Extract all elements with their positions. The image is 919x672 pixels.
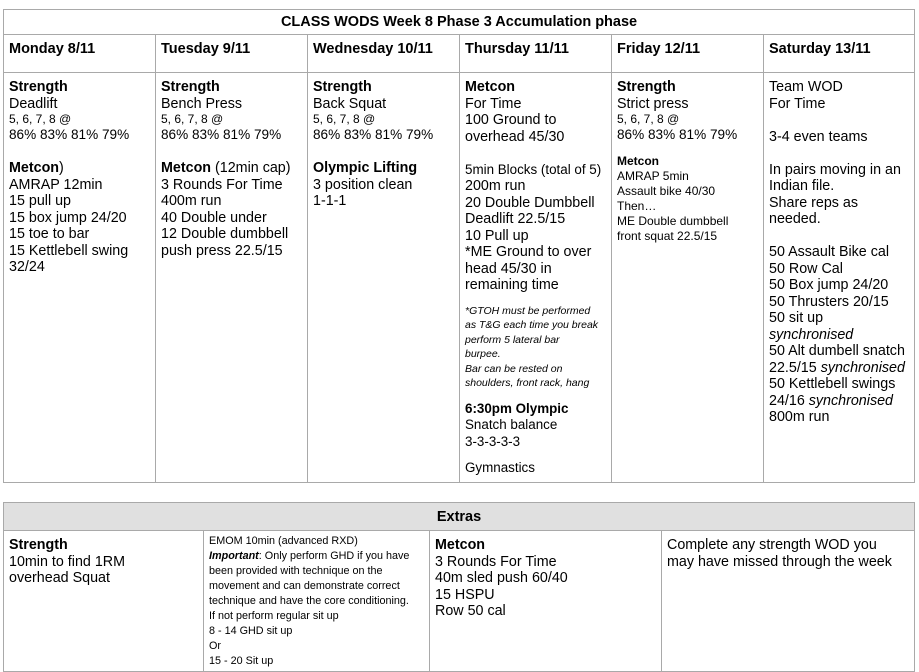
workout-line: head 45/30 in [465, 260, 552, 277]
workout-line: *ME Ground to over [465, 244, 592, 260]
note-line: perform 5 lateral bar [465, 333, 560, 346]
note-line: shoulders, front rack, hang [465, 377, 590, 389]
rep-scheme: 5, 6, 7, 8 @ [617, 112, 680, 126]
metcon-heading: Metcon [465, 79, 516, 95]
workout-line: 5min Blocks (total of 5) [465, 161, 602, 177]
olympic-heading: 6:30pm Olympic [465, 400, 569, 416]
day-header-wednesday: Wednesday 10/11 [308, 35, 460, 73]
workout-line: 12 Double dumbbell [161, 226, 289, 242]
workout-line: 3 Rounds For Time [435, 553, 557, 570]
extras-emom [204, 531, 430, 672]
page-title: CLASS WODS Week 8 Phase 3 Accumulation phase [4, 10, 915, 35]
note-line: 15 - 20 Sit up [209, 655, 274, 667]
workout-line: 50 Assault Bike cal [769, 244, 890, 260]
emom-heading: EMOM 10min (advanced RXD) [209, 535, 358, 547]
monday-workout [4, 73, 156, 483]
workout-line: 50 Row Cal [769, 260, 843, 277]
note-line: may have missed through the week [667, 553, 892, 570]
workout-line: AMRAP 5min [617, 168, 689, 183]
strength-heading: Strength [313, 79, 372, 95]
olympic-heading: Olympic Lifting [313, 160, 418, 176]
rep-scheme: 5, 6, 7, 8 @ [9, 112, 72, 126]
workout-line: ME Double dumbbell [617, 213, 729, 228]
workout-line: Assault bike 40/30 [617, 183, 716, 198]
strength-lift: Bench Press [161, 95, 243, 112]
important-note: Important: Only perform GHD if you have [209, 550, 410, 562]
workout-line: 3 Rounds For Time [161, 176, 283, 193]
note-line: technique and have the core conditioning. [209, 595, 409, 607]
workout-line: 50 Kettlebell swings [769, 376, 896, 392]
workout-line: Deadlift 22.5/15 [465, 211, 566, 227]
note-line: If not perform regular sit up [209, 610, 339, 622]
percentages: 86% 83% 81% 79% [9, 127, 130, 142]
workout-line: overhead 45/30 [465, 128, 565, 145]
workout-line: Row 50 cal [435, 603, 506, 619]
workout-line: front squat 22.5/15 [617, 228, 718, 243]
workout-line: 50 sit up [769, 310, 824, 326]
workout-line: 20 Double Dumbbell [465, 194, 595, 211]
workout-line: 10min to find 1RM [9, 553, 126, 570]
workout-line: 22.5/15 synchronised [769, 359, 905, 376]
workout-line: remaining time [465, 277, 559, 293]
metcon-heading: Metcon) [9, 160, 64, 176]
workout-line: 15 pull up [9, 193, 72, 209]
thursday-workout [460, 73, 612, 483]
workout-line: For Time [769, 95, 826, 112]
note-line: as T&G each time you break [465, 319, 599, 331]
workout-line: 50 Alt dumbell snatch [769, 343, 905, 359]
workout-line: Indian file. [769, 178, 835, 194]
workout-line: 15 box jump 24/20 [9, 209, 127, 226]
strength-lift: Deadlift [9, 95, 58, 112]
workout-line: For Time [465, 95, 522, 112]
workout-line: push press 22.5/15 [161, 242, 283, 259]
note-line: Bar can be rested on [465, 362, 563, 375]
extras-note [662, 531, 915, 672]
wednesday-workout [308, 73, 460, 483]
strength-heading: Strength [9, 537, 68, 553]
rep-scheme: 5, 6, 7, 8 @ [313, 112, 376, 126]
workout-line: Then… [617, 198, 657, 213]
workout-line: 3 position clean [313, 176, 413, 193]
day-header-monday: Monday 8/11 [4, 35, 156, 73]
strength-lift: Strict press [617, 95, 689, 112]
note-line: *GTOH must be performed [465, 304, 591, 317]
gymnastics-label: Gymnastics [465, 460, 535, 475]
weekly-wod-table [3, 9, 915, 483]
note-line: Or [209, 640, 221, 652]
workout-line: 40 Double under [161, 209, 267, 226]
workout-line: 200m run [465, 178, 526, 194]
note-line: Complete any strength WOD you [667, 537, 877, 553]
note-line: movement and can demonstrate correct [209, 580, 400, 592]
metcon-heading: Metcon [435, 537, 486, 553]
note-line: been provided with technique on the [209, 565, 383, 577]
workout-line: AMRAP 12min [9, 176, 103, 193]
workout-line: overhead Squat [9, 570, 110, 586]
tuesday-workout [156, 73, 308, 483]
metcon-heading: Metcon (12min cap) [161, 160, 291, 176]
extras-metcon [430, 531, 662, 672]
workout-line: 400m run [161, 193, 222, 209]
rep-scheme: 5, 6, 7, 8 @ [161, 112, 224, 126]
workout-line: Snatch balance [465, 417, 558, 432]
workout-line: 40m sled push 60/40 [435, 570, 568, 586]
day-header-thursday: Thursday 11/11 [460, 35, 612, 73]
workout-line: Share reps as [769, 194, 859, 211]
workout-line: 50 Box jump 24/20 [769, 277, 889, 293]
workout-line: 3-4 even teams [769, 128, 868, 145]
workout-line: 15 HSPU [435, 586, 495, 603]
workout-line: 1-1-1 [313, 193, 347, 209]
saturday-workout [764, 73, 915, 483]
friday-workout [612, 73, 764, 483]
workout-line: 50 Thrusters 20/15 [769, 293, 889, 310]
percentages: 86% 83% 81% 79% [617, 127, 738, 142]
workout-line: 24/16 synchronised [769, 392, 893, 409]
day-header-friday: Friday 12/11 [612, 35, 764, 73]
strength-lift: Back Squat [313, 95, 387, 112]
day-header-saturday: Saturday 13/11 [764, 35, 915, 73]
percentages: 86% 83% 81% 79% [161, 127, 282, 142]
day-header-tuesday: Tuesday 9/11 [156, 35, 308, 73]
workout-line: Team WOD [769, 79, 843, 95]
workout-line: 15 Kettlebell swing [9, 242, 129, 259]
workout-line: 10 Pull up [465, 227, 529, 244]
percentages: 86% 83% 81% 79% [313, 127, 434, 142]
note-line: 8 - 14 GHD sit up [209, 625, 293, 637]
workout-line: 100 Ground to [465, 112, 557, 128]
strength-heading: Strength [161, 79, 220, 95]
note-line: burpee. [465, 348, 501, 360]
workout-line: In pairs moving in an [769, 161, 901, 178]
metcon-heading: Metcon [617, 153, 659, 168]
workout-line: 800m run [769, 409, 830, 425]
workout-line: needed. [769, 211, 821, 227]
workout-line: 32/24 [9, 259, 45, 275]
strength-heading: Strength [617, 79, 676, 95]
extras-strength [4, 531, 204, 672]
strength-heading: Strength [9, 79, 68, 95]
extras-title: Extras [4, 503, 915, 531]
workout-line: 3-3-3-3-3 [465, 433, 521, 449]
workout-line: synchronised [769, 326, 854, 343]
extras-table [3, 502, 915, 672]
workout-line: 15 toe to bar [9, 226, 90, 242]
